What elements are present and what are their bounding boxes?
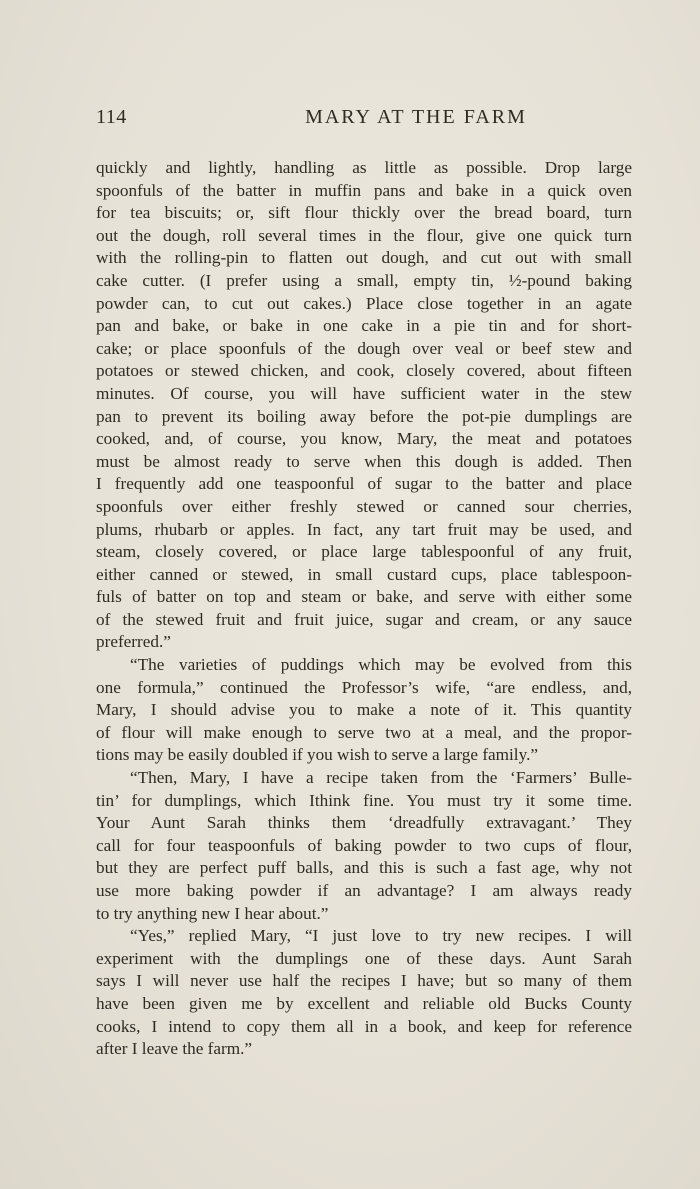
text-line: of flour will make enough to serve two at a meal, and the propor- xyxy=(96,722,632,742)
text-line: “Then, Mary, I have a recipe taken from the ‘Farmers’ Bulle- xyxy=(130,768,632,788)
text-line: after I leave the farm.” xyxy=(96,1039,253,1059)
text-line: must be almost ready to serve when this dough is added. Then xyxy=(96,451,632,471)
text-line: but they are perfect puff balls, and this is such a fast age, why not xyxy=(96,858,632,878)
text-line: minutes. Of course, you will have sufficient water in the stew xyxy=(96,383,632,403)
text-line: plums, rhubarb or apples. In fact, any tart fruit may be used, and xyxy=(96,519,632,539)
text-line: pan and bake, or bake in one cake in a pie tin and for short- xyxy=(96,316,632,336)
text-line: call for four teaspoonfuls of baking powder to two cups of flour, xyxy=(96,835,632,855)
text-line: to try anything new I hear about.” xyxy=(96,903,329,923)
text-line: tin’ for dumplings, which Ithink fine. You must try it some time. xyxy=(96,790,632,810)
text-line: with the rolling-pin to flatten out dough, and cut out with small xyxy=(96,248,632,268)
text-line: quickly and lightly, handling as little as possible. Drop large xyxy=(96,158,632,177)
text-line: “Yes,” replied Mary, “I just love to try new recipes. I will xyxy=(130,926,632,946)
text-line: spoonfuls of the batter in muffin pans and bake in a quick oven xyxy=(96,180,632,200)
text-line: says I will never use half the recipes I have; but so many of them xyxy=(96,971,632,991)
text-line: steam, closely covered, or place large tablespoonful of any fruit, xyxy=(96,542,632,562)
text-line: Your Aunt Sarah thinks them ‘dreadfully extravagant.’ They xyxy=(96,813,632,833)
text-line: cake cutter. (I prefer using a small, empty tin, ½-pound baking xyxy=(96,270,632,290)
text-line: powder can, to cut out cakes.) Place close together in an agate xyxy=(96,293,632,313)
text-line: tions may be easily doubled if you wish to serve a large family.” xyxy=(96,745,538,765)
page-number: 114 xyxy=(96,106,127,128)
text-line: cake; or place spoonfuls of the dough over veal or beef stew and xyxy=(96,338,632,358)
paragraph xyxy=(96,654,632,767)
text-line: experiment with the dumplings one of these days. Aunt Sarah xyxy=(96,948,632,968)
text-line: one formula,” continued the Professor’s wife, “are endless, and, xyxy=(96,677,632,697)
text-line: I frequently add one teaspoonful of sugar to the batter and place xyxy=(96,474,632,494)
paragraph xyxy=(96,925,632,1061)
text-line: cooks, I intend to copy them all in a book, and keep for reference xyxy=(96,1016,632,1036)
text-line: Mary, I should advise you to make a note of it. This quantity xyxy=(96,700,632,720)
text-line: spoonfuls over either freshly stewed or canned sour cherries, xyxy=(96,496,632,516)
text-line: “The varieties of puddings which may be evolved from this xyxy=(130,655,632,675)
paragraph xyxy=(96,767,632,925)
page-header xyxy=(96,106,636,134)
text-line: preferred.” xyxy=(96,632,171,652)
text-line: have been given me by excellent and reliable old Bucks County xyxy=(96,993,632,1013)
text-line: pan to prevent its boiling away before the pot-pie dumplings are xyxy=(96,406,632,426)
text-line: of the stewed fruit and fruit juice, sugar and cream, or any sauce xyxy=(96,609,632,629)
running-head: MARY AT THE FARM xyxy=(305,106,527,128)
body-text xyxy=(96,157,632,1061)
text-line: either canned or stewed, in small custard cups, place tablespoon- xyxy=(96,564,632,584)
text-line: potatoes or stewed chicken, and cook, closely covered, about fifteen xyxy=(96,361,632,381)
text-line: cooked, and, of course, you know, Mary, the meat and potatoes xyxy=(96,429,632,449)
text-line: fuls of batter on top and steam or bake, and serve with either some xyxy=(96,587,632,607)
text-line: use more baking powder if an advantage? I am always ready xyxy=(96,881,632,900)
text-line: for tea biscuits; or, sift flour thickly over the bread board, turn xyxy=(96,203,632,223)
paragraph xyxy=(96,157,632,654)
text-line: out the dough, roll several times in the flour, give one quick turn xyxy=(96,225,632,245)
